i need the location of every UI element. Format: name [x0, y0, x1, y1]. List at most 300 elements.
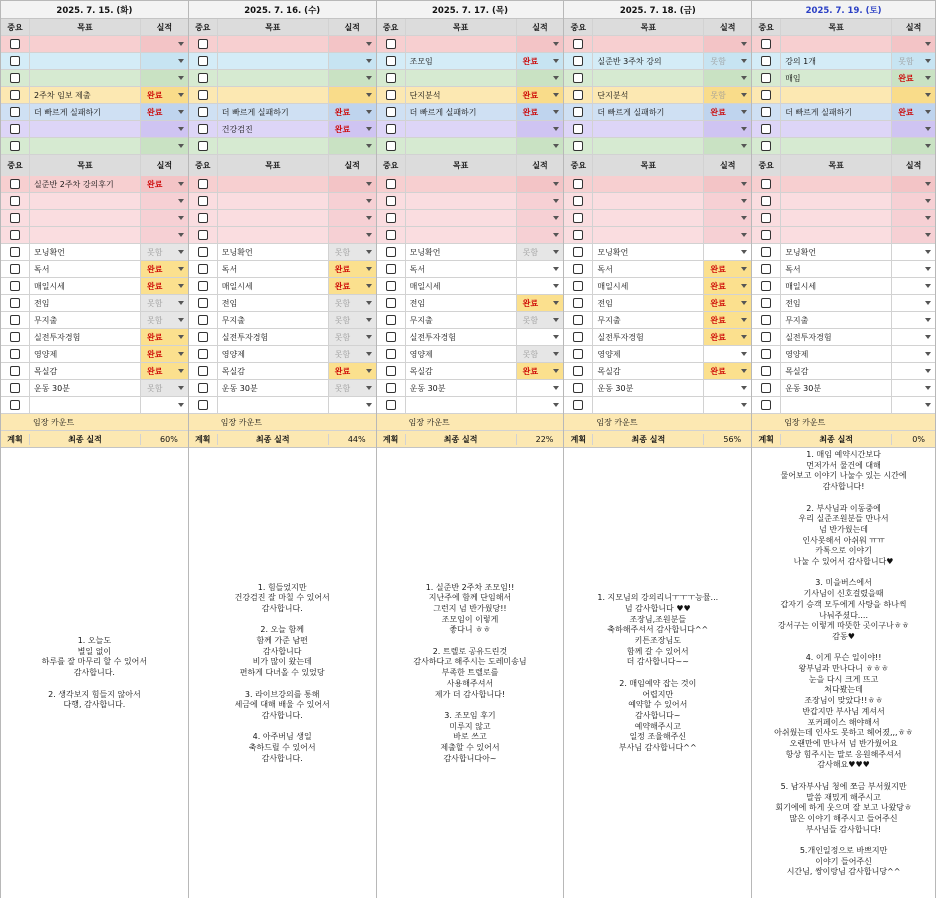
result-dropdown[interactable]	[329, 104, 376, 120]
result-dropdown[interactable]	[704, 210, 751, 226]
gratitude-note[interactable]: 1. 매임 예약시간보다 먼저가서 물건에 대해 물어보고 이야기 나눌수 있는 시간에 감사합니다! 2. 부사님과 이동중에 우리 실준조원분들 만나서 넘 반가웠는데 인사못해서 아쉬워 ㅠㅠ 카톡으로 이야기 나눌 수 있어서 감사합니다♥ 3. 미을버스에서 기사님이 신호걸렸을때 갑자기 승객 모두에게 사탕을 하나씩 나눠주셨다.... 강서구는 이렇게 따뜻한 곳이구나ㅎㅎ 감동♥ 4. 이게 무슨 일이야!! 왕부님과 만나다니 ㅎㅎㅎ 눈을 다시 크게 뜨고 쳐다봤는데 조장님이 맞았다!!ㅎㅎ 반갑지만 부사님 계셔서 포커페이스 해야해서 아쉬웠는데 인사도 못하고 헤어졌,,,ㅎㅎ 오랜만에 만나서 넘 반가웠어요 항상 힘주시는 말로 응원해주셔서 감사해요♥♥♥ 5. 남자부사님 청에 쪼금 부서웠지만 말씀 재밌게 해주시고 회기에에 하게 웃으며 잘 보고 나왔당ㅎ 많은 이야기 해주시고 들어주신 부사님들 감사합니다! 5.개인일정으로 바쁘지만 이야기 들어주신 시간님, 쌍이랑님 감사합니당^^	[774, 450, 914, 877]
priority-checkbox[interactable]	[198, 383, 208, 393]
priority-checkbox[interactable]	[573, 366, 583, 376]
goal-cell[interactable]: 모닝확언	[781, 244, 892, 260]
result-dropdown[interactable]	[892, 363, 935, 379]
goal-cell[interactable]	[781, 121, 892, 137]
goal-cell[interactable]: 운동 30분	[406, 380, 517, 396]
priority-checkbox[interactable]	[198, 56, 208, 66]
result-dropdown[interactable]	[704, 295, 751, 311]
result-dropdown[interactable]	[892, 278, 935, 294]
result-dropdown[interactable]	[517, 380, 564, 396]
result-dropdown[interactable]	[141, 138, 188, 154]
priority-checkbox[interactable]	[386, 141, 396, 151]
priority-checkbox[interactable]	[761, 141, 771, 151]
goal-cell[interactable]	[218, 397, 329, 413]
priority-checkbox[interactable]	[198, 332, 208, 342]
result-dropdown[interactable]	[704, 53, 751, 69]
result-dropdown[interactable]	[329, 312, 376, 328]
result-dropdown[interactable]	[141, 70, 188, 86]
goal-cell[interactable]: 무지출	[406, 312, 517, 328]
goal-cell[interactable]	[593, 36, 704, 52]
goal-cell[interactable]	[218, 53, 329, 69]
priority-checkbox[interactable]	[386, 179, 396, 189]
result-dropdown[interactable]	[517, 244, 564, 260]
result-dropdown[interactable]	[892, 397, 935, 413]
result-dropdown[interactable]	[141, 363, 188, 379]
priority-checkbox[interactable]	[386, 264, 396, 274]
priority-checkbox[interactable]	[573, 264, 583, 274]
result-dropdown[interactable]	[892, 329, 935, 345]
result-dropdown[interactable]	[704, 278, 751, 294]
priority-checkbox[interactable]	[573, 107, 583, 117]
goal-cell[interactable]: 단지분석	[406, 87, 517, 103]
result-dropdown[interactable]	[141, 227, 188, 243]
priority-checkbox[interactable]	[198, 281, 208, 291]
goal-cell[interactable]	[406, 210, 517, 226]
priority-checkbox[interactable]	[573, 39, 583, 49]
priority-checkbox[interactable]	[386, 213, 396, 223]
priority-checkbox[interactable]	[198, 298, 208, 308]
priority-checkbox[interactable]	[198, 400, 208, 410]
goal-cell[interactable]: 영양제	[30, 346, 141, 362]
priority-checkbox[interactable]	[573, 179, 583, 189]
priority-checkbox[interactable]	[761, 39, 771, 49]
goal-cell[interactable]: 운동 30분	[218, 380, 329, 396]
result-dropdown[interactable]	[141, 104, 188, 120]
goal-cell[interactable]	[406, 70, 517, 86]
result-dropdown[interactable]	[141, 210, 188, 226]
goal-cell[interactable]: 목실감	[781, 363, 892, 379]
priority-checkbox[interactable]	[198, 264, 208, 274]
result-dropdown[interactable]	[141, 261, 188, 277]
result-dropdown[interactable]	[329, 244, 376, 260]
goal-cell[interactable]	[218, 176, 329, 192]
goal-cell[interactable]	[30, 53, 141, 69]
goal-cell[interactable]	[30, 36, 141, 52]
goal-cell[interactable]	[406, 397, 517, 413]
priority-checkbox[interactable]	[10, 39, 20, 49]
result-dropdown[interactable]	[704, 70, 751, 86]
priority-checkbox[interactable]	[761, 107, 771, 117]
priority-checkbox[interactable]	[386, 56, 396, 66]
priority-checkbox[interactable]	[386, 124, 396, 134]
goal-cell[interactable]: 실전투자경험	[593, 329, 704, 345]
priority-checkbox[interactable]	[761, 179, 771, 189]
goal-cell[interactable]	[218, 227, 329, 243]
goal-cell[interactable]: 매일시세	[593, 278, 704, 294]
result-dropdown[interactable]	[892, 295, 935, 311]
result-dropdown[interactable]	[329, 363, 376, 379]
goal-cell[interactable]: 매일시세	[406, 278, 517, 294]
priority-checkbox[interactable]	[761, 400, 771, 410]
goal-cell[interactable]	[218, 70, 329, 86]
result-dropdown[interactable]	[141, 36, 188, 52]
result-dropdown[interactable]	[141, 329, 188, 345]
result-dropdown[interactable]	[704, 261, 751, 277]
priority-checkbox[interactable]	[761, 90, 771, 100]
priority-checkbox[interactable]	[10, 247, 20, 257]
priority-checkbox[interactable]	[10, 124, 20, 134]
result-dropdown[interactable]	[517, 227, 564, 243]
priority-checkbox[interactable]	[10, 141, 20, 151]
goal-cell[interactable]	[218, 36, 329, 52]
result-dropdown[interactable]	[141, 193, 188, 209]
result-dropdown[interactable]	[329, 278, 376, 294]
result-dropdown[interactable]	[329, 397, 376, 413]
priority-checkbox[interactable]	[10, 230, 20, 240]
result-dropdown[interactable]	[517, 363, 564, 379]
goal-cell[interactable]	[781, 397, 892, 413]
result-dropdown[interactable]	[704, 380, 751, 396]
priority-checkbox[interactable]	[198, 107, 208, 117]
priority-checkbox[interactable]	[10, 383, 20, 393]
priority-checkbox[interactable]	[10, 315, 20, 325]
result-dropdown[interactable]	[141, 295, 188, 311]
goal-cell[interactable]: 전임	[781, 295, 892, 311]
goal-cell[interactable]: 운동 30분	[30, 380, 141, 396]
priority-checkbox[interactable]	[761, 332, 771, 342]
priority-checkbox[interactable]	[761, 196, 771, 206]
priority-checkbox[interactable]	[10, 179, 20, 189]
result-dropdown[interactable]	[329, 210, 376, 226]
priority-checkbox[interactable]	[761, 315, 771, 325]
priority-checkbox[interactable]	[198, 230, 208, 240]
result-dropdown[interactable]	[329, 193, 376, 209]
priority-checkbox[interactable]	[761, 124, 771, 134]
priority-checkbox[interactable]	[10, 73, 20, 83]
result-dropdown[interactable]	[704, 329, 751, 345]
result-dropdown[interactable]	[517, 193, 564, 209]
goal-cell[interactable]	[593, 121, 704, 137]
priority-checkbox[interactable]	[761, 383, 771, 393]
result-dropdown[interactable]	[704, 397, 751, 413]
gratitude-note[interactable]: 1. 오늘도 별일 없이 하루를 잘 마무리 할 수 있어서 감사합니다. 2. 생각보지 힘들지 않아서 다행, 감사합니다.	[41, 636, 148, 710]
goal-cell[interactable]: 실전투자경험	[30, 329, 141, 345]
goal-cell[interactable]	[593, 210, 704, 226]
goal-cell[interactable]	[781, 176, 892, 192]
priority-checkbox[interactable]	[10, 107, 20, 117]
goal-cell[interactable]: 매임	[781, 70, 892, 86]
priority-checkbox[interactable]	[10, 196, 20, 206]
goal-cell[interactable]: 더 빠르게 실패하기	[406, 104, 517, 120]
result-dropdown[interactable]	[517, 295, 564, 311]
result-dropdown[interactable]	[892, 53, 935, 69]
result-dropdown[interactable]	[517, 312, 564, 328]
priority-checkbox[interactable]	[761, 73, 771, 83]
result-dropdown[interactable]	[329, 121, 376, 137]
result-dropdown[interactable]	[892, 121, 935, 137]
priority-checkbox[interactable]	[198, 315, 208, 325]
goal-cell[interactable]: 모닝확언	[218, 244, 329, 260]
goal-cell[interactable]	[30, 227, 141, 243]
goal-cell[interactable]	[593, 193, 704, 209]
goal-cell[interactable]: 독서	[218, 261, 329, 277]
result-dropdown[interactable]	[892, 261, 935, 277]
result-dropdown[interactable]	[141, 176, 188, 192]
priority-checkbox[interactable]	[761, 298, 771, 308]
goal-cell[interactable]: 목실감	[30, 363, 141, 379]
goal-cell[interactable]: 실준반 2주차 강의후기	[30, 176, 141, 192]
priority-checkbox[interactable]	[10, 400, 20, 410]
priority-checkbox[interactable]	[761, 349, 771, 359]
goal-cell[interactable]: 실준반 3주차 강의	[593, 53, 704, 69]
priority-checkbox[interactable]	[761, 230, 771, 240]
goal-cell[interactable]: 목실감	[406, 363, 517, 379]
result-dropdown[interactable]	[892, 36, 935, 52]
result-dropdown[interactable]	[329, 70, 376, 86]
result-dropdown[interactable]	[517, 138, 564, 154]
priority-checkbox[interactable]	[386, 196, 396, 206]
goal-cell[interactable]: 영양제	[781, 346, 892, 362]
goal-cell[interactable]: 매일시세	[781, 278, 892, 294]
goal-cell[interactable]: 영양제	[218, 346, 329, 362]
priority-checkbox[interactable]	[386, 281, 396, 291]
result-dropdown[interactable]	[141, 397, 188, 413]
result-dropdown[interactable]	[141, 121, 188, 137]
result-dropdown[interactable]	[517, 278, 564, 294]
result-dropdown[interactable]	[892, 193, 935, 209]
goal-cell[interactable]	[593, 176, 704, 192]
goal-cell[interactable]	[781, 227, 892, 243]
goal-cell[interactable]: 강의 1개	[781, 53, 892, 69]
result-dropdown[interactable]	[517, 70, 564, 86]
priority-checkbox[interactable]	[573, 124, 583, 134]
priority-checkbox[interactable]	[198, 141, 208, 151]
priority-checkbox[interactable]	[573, 315, 583, 325]
goal-cell[interactable]	[30, 121, 141, 137]
priority-checkbox[interactable]	[761, 366, 771, 376]
priority-checkbox[interactable]	[386, 332, 396, 342]
priority-checkbox[interactable]	[573, 247, 583, 257]
priority-checkbox[interactable]	[573, 73, 583, 83]
goal-cell[interactable]	[218, 193, 329, 209]
priority-checkbox[interactable]	[10, 56, 20, 66]
goal-cell[interactable]	[218, 210, 329, 226]
priority-checkbox[interactable]	[386, 383, 396, 393]
result-dropdown[interactable]	[704, 227, 751, 243]
result-dropdown[interactable]	[704, 176, 751, 192]
priority-checkbox[interactable]	[573, 56, 583, 66]
goal-cell[interactable]: 전임	[593, 295, 704, 311]
goal-cell[interactable]	[406, 121, 517, 137]
goal-cell[interactable]: 모닝확언	[406, 244, 517, 260]
result-dropdown[interactable]	[704, 121, 751, 137]
goal-cell[interactable]: 독서	[593, 261, 704, 277]
priority-checkbox[interactable]	[10, 264, 20, 274]
goal-cell[interactable]: 실전투자경험	[406, 329, 517, 345]
priority-checkbox[interactable]	[386, 298, 396, 308]
result-dropdown[interactable]	[704, 193, 751, 209]
result-dropdown[interactable]	[517, 53, 564, 69]
goal-cell[interactable]	[781, 210, 892, 226]
goal-cell[interactable]	[406, 176, 517, 192]
goal-cell[interactable]: 무지출	[218, 312, 329, 328]
priority-checkbox[interactable]	[386, 230, 396, 240]
result-dropdown[interactable]	[141, 87, 188, 103]
result-dropdown[interactable]	[892, 244, 935, 260]
goal-cell[interactable]	[218, 138, 329, 154]
result-dropdown[interactable]	[329, 176, 376, 192]
goal-cell[interactable]	[30, 210, 141, 226]
priority-checkbox[interactable]	[761, 247, 771, 257]
result-dropdown[interactable]	[892, 176, 935, 192]
priority-checkbox[interactable]	[573, 400, 583, 410]
goal-cell[interactable]: 모닝확언	[593, 244, 704, 260]
result-dropdown[interactable]	[141, 312, 188, 328]
goal-cell[interactable]: 독서	[781, 261, 892, 277]
goal-cell[interactable]: 전임	[30, 295, 141, 311]
result-dropdown[interactable]	[517, 346, 564, 362]
priority-checkbox[interactable]	[198, 124, 208, 134]
goal-cell[interactable]: 독서	[30, 261, 141, 277]
goal-cell[interactable]	[781, 193, 892, 209]
goal-cell[interactable]: 더 빠르게 실패하기	[593, 104, 704, 120]
result-dropdown[interactable]	[329, 295, 376, 311]
result-dropdown[interactable]	[141, 380, 188, 396]
priority-checkbox[interactable]	[10, 213, 20, 223]
goal-cell[interactable]: 더 빠르게 실패하기	[781, 104, 892, 120]
gratitude-note[interactable]: 1. 지모님의 강의리니ㅜㅜㅜ능뮬... 넘 감사합니다 ♥♥ 조장님,조원분들 축하해주셔서 감사합니다^^ 키튼조장님도 함께 갈 수 있어서 더 감사합니다~~ 2. 매임예약 잡는 것이 어렵지만 예약할 수 있어서 감사합니다~ 예약해주시고 일정 조율해주신 부사님 감사합니다^^	[597, 593, 719, 753]
goal-cell[interactable]	[593, 70, 704, 86]
priority-checkbox[interactable]	[761, 56, 771, 66]
result-dropdown[interactable]	[329, 36, 376, 52]
priority-checkbox[interactable]	[386, 73, 396, 83]
result-dropdown[interactable]	[329, 87, 376, 103]
priority-checkbox[interactable]	[573, 141, 583, 151]
result-dropdown[interactable]	[329, 329, 376, 345]
goal-cell[interactable]: 전임	[218, 295, 329, 311]
priority-checkbox[interactable]	[386, 90, 396, 100]
priority-checkbox[interactable]	[10, 349, 20, 359]
priority-checkbox[interactable]	[386, 107, 396, 117]
goal-cell[interactable]: 영양제	[406, 346, 517, 362]
goal-cell[interactable]: 건강검진	[218, 121, 329, 137]
result-dropdown[interactable]	[704, 87, 751, 103]
priority-checkbox[interactable]	[573, 196, 583, 206]
priority-checkbox[interactable]	[10, 332, 20, 342]
goal-cell[interactable]	[593, 397, 704, 413]
goal-cell[interactable]	[781, 36, 892, 52]
result-dropdown[interactable]	[704, 138, 751, 154]
result-dropdown[interactable]	[892, 346, 935, 362]
result-dropdown[interactable]	[517, 329, 564, 345]
goal-cell[interactable]: 무지출	[781, 312, 892, 328]
result-dropdown[interactable]	[329, 227, 376, 243]
priority-checkbox[interactable]	[198, 366, 208, 376]
goal-cell[interactable]: 조모임	[406, 53, 517, 69]
priority-checkbox[interactable]	[761, 281, 771, 291]
goal-cell[interactable]: 운동 30분	[781, 380, 892, 396]
result-dropdown[interactable]	[892, 380, 935, 396]
result-dropdown[interactable]	[892, 227, 935, 243]
priority-checkbox[interactable]	[573, 332, 583, 342]
result-dropdown[interactable]	[517, 104, 564, 120]
result-dropdown[interactable]	[892, 312, 935, 328]
goal-cell[interactable]: 전임	[406, 295, 517, 311]
priority-checkbox[interactable]	[386, 366, 396, 376]
result-dropdown[interactable]	[141, 53, 188, 69]
priority-checkbox[interactable]	[198, 213, 208, 223]
priority-checkbox[interactable]	[198, 90, 208, 100]
result-dropdown[interactable]	[329, 261, 376, 277]
result-dropdown[interactable]	[704, 312, 751, 328]
result-dropdown[interactable]	[892, 87, 935, 103]
goal-cell[interactable]: 목실감	[593, 363, 704, 379]
result-dropdown[interactable]	[704, 244, 751, 260]
goal-cell[interactable]: 더 빠르게 실패하기	[30, 104, 141, 120]
goal-cell[interactable]	[781, 138, 892, 154]
priority-checkbox[interactable]	[573, 90, 583, 100]
goal-cell[interactable]: 매일시세	[30, 278, 141, 294]
priority-checkbox[interactable]	[10, 90, 20, 100]
goal-cell[interactable]: 매일시세	[218, 278, 329, 294]
result-dropdown[interactable]	[517, 176, 564, 192]
result-dropdown[interactable]	[517, 87, 564, 103]
result-dropdown[interactable]	[141, 278, 188, 294]
goal-cell[interactable]: 목실감	[218, 363, 329, 379]
priority-checkbox[interactable]	[386, 247, 396, 257]
goal-cell[interactable]	[593, 227, 704, 243]
result-dropdown[interactable]	[517, 36, 564, 52]
goal-cell[interactable]	[30, 397, 141, 413]
priority-checkbox[interactable]	[10, 366, 20, 376]
goal-cell[interactable]	[406, 193, 517, 209]
goal-cell[interactable]	[406, 138, 517, 154]
priority-checkbox[interactable]	[761, 213, 771, 223]
goal-cell[interactable]: 단지분석	[593, 87, 704, 103]
result-dropdown[interactable]	[517, 261, 564, 277]
goal-cell[interactable]: 실전투자경험	[781, 329, 892, 345]
goal-cell[interactable]	[406, 227, 517, 243]
result-dropdown[interactable]	[704, 104, 751, 120]
priority-checkbox[interactable]	[573, 230, 583, 240]
priority-checkbox[interactable]	[198, 247, 208, 257]
goal-cell[interactable]: 독서	[406, 261, 517, 277]
priority-checkbox[interactable]	[198, 196, 208, 206]
priority-checkbox[interactable]	[198, 73, 208, 83]
result-dropdown[interactable]	[141, 346, 188, 362]
goal-cell[interactable]	[30, 193, 141, 209]
goal-cell[interactable]	[593, 138, 704, 154]
priority-checkbox[interactable]	[10, 281, 20, 291]
priority-checkbox[interactable]	[386, 315, 396, 325]
goal-cell[interactable]: 무지출	[30, 312, 141, 328]
goal-cell[interactable]	[218, 87, 329, 103]
priority-checkbox[interactable]	[386, 39, 396, 49]
priority-checkbox[interactable]	[10, 298, 20, 308]
goal-cell[interactable]	[406, 36, 517, 52]
goal-cell[interactable]	[781, 87, 892, 103]
result-dropdown[interactable]	[141, 244, 188, 260]
priority-checkbox[interactable]	[386, 349, 396, 359]
result-dropdown[interactable]	[704, 363, 751, 379]
goal-cell[interactable]: 운동 30분	[593, 380, 704, 396]
result-dropdown[interactable]	[329, 380, 376, 396]
priority-checkbox[interactable]	[198, 39, 208, 49]
result-dropdown[interactable]	[892, 138, 935, 154]
result-dropdown[interactable]	[329, 346, 376, 362]
priority-checkbox[interactable]	[573, 383, 583, 393]
goal-cell[interactable]: 무지출	[593, 312, 704, 328]
goal-cell[interactable]: 모닝확언	[30, 244, 141, 260]
priority-checkbox[interactable]	[573, 298, 583, 308]
goal-cell[interactable]: 영양제	[593, 346, 704, 362]
result-dropdown[interactable]	[892, 210, 935, 226]
result-dropdown[interactable]	[517, 397, 564, 413]
result-dropdown[interactable]	[329, 138, 376, 154]
priority-checkbox[interactable]	[198, 179, 208, 189]
